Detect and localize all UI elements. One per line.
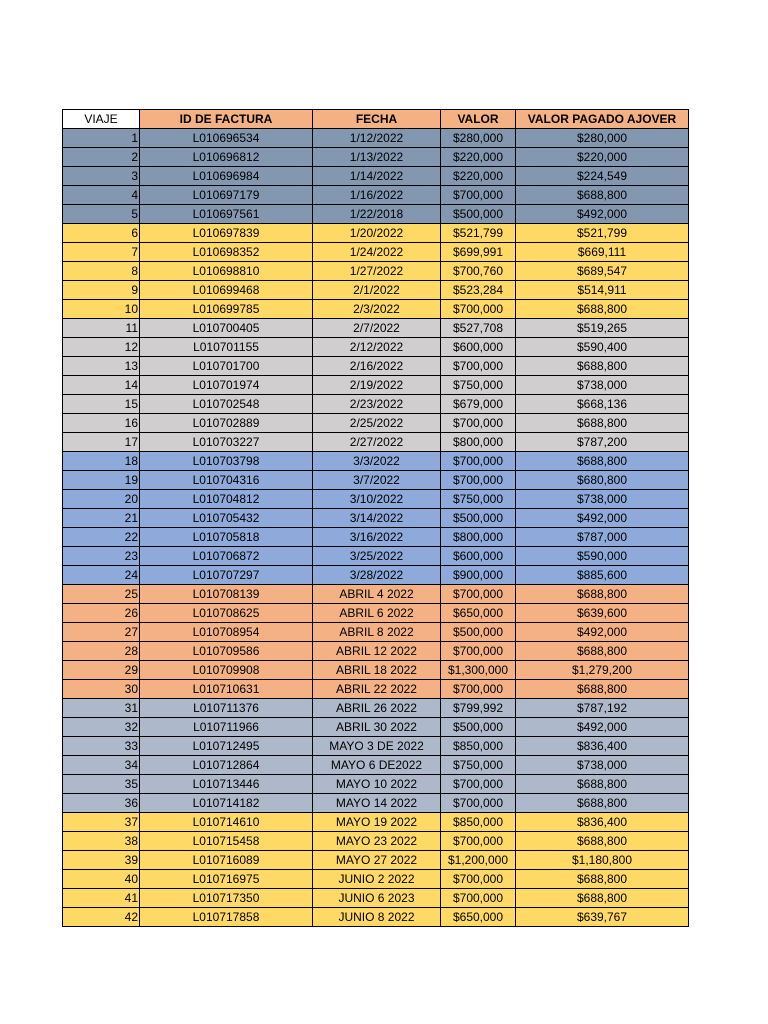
cell-valor-pagado[interactable]: $688,800 bbox=[516, 832, 689, 851]
header-viaje[interactable]: VIAJE bbox=[63, 110, 140, 129]
cell-viaje[interactable]: 9 bbox=[63, 281, 140, 300]
table-row bbox=[63, 186, 689, 205]
cell-valor-pagado[interactable]: $738,000 bbox=[516, 756, 689, 775]
table-row bbox=[63, 661, 689, 680]
cell-id-factura[interactable]: L010709908 bbox=[140, 661, 313, 680]
cell-id-factura[interactable]: L010705432 bbox=[140, 509, 313, 528]
table-row bbox=[63, 870, 689, 889]
cell-fecha[interactable]: JUNIO 2 2022 bbox=[313, 870, 441, 889]
cell-viaje[interactable]: 18 bbox=[63, 452, 140, 471]
cell-valor[interactable]: $523,284 bbox=[441, 281, 516, 300]
cell-fecha[interactable]: MAYO 3 DE 2022 bbox=[313, 737, 441, 756]
cell-viaje[interactable]: 36 bbox=[63, 794, 140, 813]
cell-id-factura[interactable]: L010707297 bbox=[140, 566, 313, 585]
cell-id-factura[interactable]: L010714610 bbox=[140, 813, 313, 832]
cell-viaje[interactable]: 16 bbox=[63, 414, 140, 433]
cell-id-factura[interactable]: L010716975 bbox=[140, 870, 313, 889]
cell-valor[interactable]: $500,000 bbox=[441, 205, 516, 224]
cell-id-factura[interactable]: L010704316 bbox=[140, 471, 313, 490]
header-id-factura[interactable]: ID DE FACTURA bbox=[140, 110, 313, 129]
table-row bbox=[63, 395, 689, 414]
cell-fecha[interactable]: MAYO 14 2022 bbox=[313, 794, 441, 813]
cell-viaje[interactable]: 29 bbox=[63, 661, 140, 680]
cell-fecha[interactable]: 3/14/2022 bbox=[313, 509, 441, 528]
cell-viaje[interactable]: 40 bbox=[63, 870, 140, 889]
table-row bbox=[63, 718, 689, 737]
cell-viaje[interactable]: 15 bbox=[63, 395, 140, 414]
cell-valor[interactable]: $521,799 bbox=[441, 224, 516, 243]
cell-valor[interactable]: $700,000 bbox=[441, 794, 516, 813]
cell-viaje[interactable]: 17 bbox=[63, 433, 140, 452]
cell-fecha[interactable]: 1/13/2022 bbox=[313, 148, 441, 167]
cell-valor[interactable]: $700,000 bbox=[441, 642, 516, 661]
cell-valor-pagado[interactable]: $787,192 bbox=[516, 699, 689, 718]
cell-id-factura[interactable]: L010701974 bbox=[140, 376, 313, 395]
table-row bbox=[63, 167, 689, 186]
cell-valor-pagado[interactable]: $590,000 bbox=[516, 547, 689, 566]
cell-valor[interactable]: $500,000 bbox=[441, 718, 516, 737]
cell-viaje[interactable]: 26 bbox=[63, 604, 140, 623]
cell-viaje[interactable]: 27 bbox=[63, 623, 140, 642]
cell-valor-pagado[interactable]: $668,136 bbox=[516, 395, 689, 414]
cell-valor-pagado[interactable]: $224,549 bbox=[516, 167, 689, 186]
cell-fecha[interactable]: 3/28/2022 bbox=[313, 566, 441, 585]
cell-id-factura[interactable]: L010697839 bbox=[140, 224, 313, 243]
cell-valor-pagado[interactable]: $492,000 bbox=[516, 718, 689, 737]
cell-fecha[interactable]: 1/12/2022 bbox=[313, 129, 441, 148]
table-row bbox=[63, 224, 689, 243]
cell-viaje[interactable]: 7 bbox=[63, 243, 140, 262]
cell-fecha[interactable]: MAYO 23 2022 bbox=[313, 832, 441, 851]
cell-id-factura[interactable]: L010703798 bbox=[140, 452, 313, 471]
table-row bbox=[63, 566, 689, 585]
table-row bbox=[63, 357, 689, 376]
cell-valor-pagado[interactable]: $680,800 bbox=[516, 471, 689, 490]
cell-valor[interactable]: $700,000 bbox=[441, 414, 516, 433]
cell-valor[interactable]: $750,000 bbox=[441, 376, 516, 395]
cell-viaje[interactable]: 3 bbox=[63, 167, 140, 186]
cell-valor[interactable]: $527,708 bbox=[441, 319, 516, 338]
cell-valor[interactable]: $700,000 bbox=[441, 680, 516, 699]
cell-valor-pagado[interactable]: $688,800 bbox=[516, 870, 689, 889]
cell-id-factura[interactable]: L010701155 bbox=[140, 338, 313, 357]
table-row bbox=[63, 243, 689, 262]
cell-valor[interactable]: $700,000 bbox=[441, 300, 516, 319]
header-valor-pagado[interactable]: VALOR PAGADO AJOVER bbox=[516, 110, 689, 129]
cell-valor[interactable]: $600,000 bbox=[441, 338, 516, 357]
cell-valor-pagado[interactable]: $738,000 bbox=[516, 376, 689, 395]
cell-valor[interactable]: $700,000 bbox=[441, 186, 516, 205]
cell-viaje[interactable]: 12 bbox=[63, 338, 140, 357]
cell-fecha[interactable]: ABRIL 12 2022 bbox=[313, 642, 441, 661]
cell-fecha[interactable]: ABRIL 30 2022 bbox=[313, 718, 441, 737]
cell-valor[interactable]: $700,000 bbox=[441, 832, 516, 851]
cell-valor-pagado[interactable]: $787,000 bbox=[516, 528, 689, 547]
cell-valor-pagado[interactable]: $688,800 bbox=[516, 794, 689, 813]
table-row bbox=[63, 338, 689, 357]
cell-valor-pagado[interactable]: $514,911 bbox=[516, 281, 689, 300]
table-row bbox=[63, 205, 689, 224]
cell-valor-pagado[interactable]: $590,400 bbox=[516, 338, 689, 357]
cell-id-factura[interactable]: L010712495 bbox=[140, 737, 313, 756]
cell-valor-pagado[interactable]: $639,600 bbox=[516, 604, 689, 623]
cell-id-factura[interactable]: L010699468 bbox=[140, 281, 313, 300]
table-row bbox=[63, 452, 689, 471]
table-row bbox=[63, 528, 689, 547]
table-row bbox=[63, 889, 689, 908]
cell-fecha[interactable]: 1/24/2022 bbox=[313, 243, 441, 262]
cell-valor[interactable]: $700,000 bbox=[441, 775, 516, 794]
cell-fecha[interactable]: 3/7/2022 bbox=[313, 471, 441, 490]
cell-id-factura[interactable]: L010702889 bbox=[140, 414, 313, 433]
cell-viaje[interactable]: 4 bbox=[63, 186, 140, 205]
table-row bbox=[63, 851, 689, 870]
cell-fecha[interactable]: 1/22/2018 bbox=[313, 205, 441, 224]
cell-fecha[interactable]: 2/3/2022 bbox=[313, 300, 441, 319]
cell-fecha[interactable]: 2/12/2022 bbox=[313, 338, 441, 357]
cell-viaje[interactable]: 2 bbox=[63, 148, 140, 167]
cell-fecha[interactable]: 2/7/2022 bbox=[313, 319, 441, 338]
cell-fecha[interactable]: 3/25/2022 bbox=[313, 547, 441, 566]
cell-viaje[interactable]: 19 bbox=[63, 471, 140, 490]
header-fecha[interactable]: FECHA bbox=[313, 110, 441, 129]
cell-fecha[interactable]: JUNIO 8 2022 bbox=[313, 908, 441, 927]
cell-fecha[interactable]: 3/3/2022 bbox=[313, 452, 441, 471]
cell-valor[interactable]: $700,000 bbox=[441, 889, 516, 908]
cell-valor-pagado[interactable]: $688,800 bbox=[516, 414, 689, 433]
cell-valor[interactable]: $700,000 bbox=[441, 452, 516, 471]
cell-valor[interactable]: $500,000 bbox=[441, 509, 516, 528]
cell-fecha[interactable]: 3/16/2022 bbox=[313, 528, 441, 547]
cell-id-factura[interactable]: L010698810 bbox=[140, 262, 313, 281]
cell-fecha[interactable]: 1/20/2022 bbox=[313, 224, 441, 243]
cell-valor[interactable]: $600,000 bbox=[441, 547, 516, 566]
cell-id-factura[interactable]: L010696812 bbox=[140, 148, 313, 167]
table-row bbox=[63, 832, 689, 851]
table-row bbox=[63, 262, 689, 281]
table-row bbox=[63, 813, 689, 832]
cell-valor[interactable]: $1,200,000 bbox=[441, 851, 516, 870]
cell-viaje[interactable]: 24 bbox=[63, 566, 140, 585]
cell-id-factura[interactable]: L010708625 bbox=[140, 604, 313, 623]
cell-valor-pagado[interactable]: $688,800 bbox=[516, 186, 689, 205]
cell-id-factura[interactable]: L010708139 bbox=[140, 585, 313, 604]
cell-valor[interactable]: $750,000 bbox=[441, 490, 516, 509]
cell-valor[interactable]: $1,300,000 bbox=[441, 661, 516, 680]
cell-valor-pagado[interactable]: $519,265 bbox=[516, 319, 689, 338]
cell-valor-pagado[interactable]: $492,000 bbox=[516, 509, 689, 528]
table-row bbox=[63, 737, 689, 756]
cell-viaje[interactable]: 13 bbox=[63, 357, 140, 376]
cell-fecha[interactable]: MAYO 27 2022 bbox=[313, 851, 441, 870]
cell-fecha[interactable]: MAYO 6 DE2022 bbox=[313, 756, 441, 775]
cell-valor-pagado[interactable]: $688,800 bbox=[516, 357, 689, 376]
cell-fecha[interactable]: 2/27/2022 bbox=[313, 433, 441, 452]
cell-viaje[interactable]: 42 bbox=[63, 908, 140, 927]
cell-valor[interactable]: $280,000 bbox=[441, 129, 516, 148]
cell-id-factura[interactable]: L010705818 bbox=[140, 528, 313, 547]
cell-viaje[interactable]: 23 bbox=[63, 547, 140, 566]
table-row bbox=[63, 642, 689, 661]
cell-valor-pagado[interactable]: $689,547 bbox=[516, 262, 689, 281]
header-row bbox=[63, 110, 689, 129]
cell-viaje[interactable]: 38 bbox=[63, 832, 140, 851]
cell-valor-pagado[interactable]: $688,800 bbox=[516, 585, 689, 604]
cell-id-factura[interactable]: L010714182 bbox=[140, 794, 313, 813]
table-row bbox=[63, 775, 689, 794]
cell-valor-pagado[interactable]: $220,000 bbox=[516, 148, 689, 167]
cell-id-factura[interactable]: L010712864 bbox=[140, 756, 313, 775]
cell-viaje[interactable]: 35 bbox=[63, 775, 140, 794]
cell-viaje[interactable]: 8 bbox=[63, 262, 140, 281]
cell-viaje[interactable]: 34 bbox=[63, 756, 140, 775]
table-row bbox=[63, 281, 689, 300]
cell-fecha[interactable]: 3/10/2022 bbox=[313, 490, 441, 509]
table-row bbox=[63, 490, 689, 509]
cell-valor[interactable]: $679,000 bbox=[441, 395, 516, 414]
cell-id-factura[interactable]: L010711966 bbox=[140, 718, 313, 737]
cell-id-factura[interactable]: L010697179 bbox=[140, 186, 313, 205]
cell-id-factura[interactable]: L010696984 bbox=[140, 167, 313, 186]
cell-fecha[interactable]: MAYO 19 2022 bbox=[313, 813, 441, 832]
cell-fecha[interactable]: 1/27/2022 bbox=[313, 262, 441, 281]
cell-valor[interactable]: $700,000 bbox=[441, 585, 516, 604]
cell-id-factura[interactable]: L010701700 bbox=[140, 357, 313, 376]
cell-id-factura[interactable]: L010708954 bbox=[140, 623, 313, 642]
cell-valor-pagado[interactable]: $688,800 bbox=[516, 889, 689, 908]
cell-viaje[interactable]: 25 bbox=[63, 585, 140, 604]
cell-valor[interactable]: $650,000 bbox=[441, 604, 516, 623]
cell-valor-pagado[interactable]: $492,000 bbox=[516, 205, 689, 224]
cell-id-factura[interactable]: L010709586 bbox=[140, 642, 313, 661]
cell-valor-pagado[interactable]: $688,800 bbox=[516, 642, 689, 661]
cell-valor[interactable]: $700,000 bbox=[441, 471, 516, 490]
cell-id-factura[interactable]: L010697561 bbox=[140, 205, 313, 224]
cell-valor-pagado[interactable]: $836,400 bbox=[516, 813, 689, 832]
cell-fecha[interactable]: ABRIL 8 2022 bbox=[313, 623, 441, 642]
cell-valor-pagado[interactable]: $521,799 bbox=[516, 224, 689, 243]
table-row bbox=[63, 585, 689, 604]
cell-valor[interactable]: $500,000 bbox=[441, 623, 516, 642]
cell-id-factura[interactable]: L010716089 bbox=[140, 851, 313, 870]
cell-valor-pagado[interactable]: $688,800 bbox=[516, 452, 689, 471]
cell-valor[interactable]: $750,000 bbox=[441, 756, 516, 775]
header-valor[interactable]: VALOR bbox=[441, 110, 516, 129]
cell-viaje[interactable]: 20 bbox=[63, 490, 140, 509]
cell-valor-pagado[interactable]: $688,800 bbox=[516, 775, 689, 794]
cell-id-factura[interactable]: L010710631 bbox=[140, 680, 313, 699]
cell-id-factura[interactable]: L010706872 bbox=[140, 547, 313, 566]
cell-valor[interactable]: $850,000 bbox=[441, 813, 516, 832]
table-row bbox=[63, 509, 689, 528]
table-row bbox=[63, 623, 689, 642]
cell-valor[interactable]: $800,000 bbox=[441, 528, 516, 547]
table-row bbox=[63, 300, 689, 319]
cell-id-factura[interactable]: L010713446 bbox=[140, 775, 313, 794]
cell-id-factura[interactable]: L010704812 bbox=[140, 490, 313, 509]
cell-viaje[interactable]: 32 bbox=[63, 718, 140, 737]
cell-valor[interactable]: $700,000 bbox=[441, 870, 516, 889]
cell-valor[interactable]: $799,992 bbox=[441, 699, 516, 718]
table-row bbox=[63, 148, 689, 167]
cell-viaje[interactable]: 6 bbox=[63, 224, 140, 243]
cell-fecha[interactable]: 2/19/2022 bbox=[313, 376, 441, 395]
cell-fecha[interactable]: ABRIL 22 2022 bbox=[313, 680, 441, 699]
cell-valor[interactable]: $850,000 bbox=[441, 737, 516, 756]
cell-id-factura[interactable]: L010715458 bbox=[140, 832, 313, 851]
table-row bbox=[63, 680, 689, 699]
cell-fecha[interactable]: 2/1/2022 bbox=[313, 281, 441, 300]
cell-fecha[interactable]: ABRIL 26 2022 bbox=[313, 699, 441, 718]
cell-viaje[interactable]: 41 bbox=[63, 889, 140, 908]
cell-viaje[interactable]: 5 bbox=[63, 205, 140, 224]
table-row bbox=[63, 908, 689, 927]
cell-viaje[interactable]: 10 bbox=[63, 300, 140, 319]
cell-fecha[interactable]: 2/16/2022 bbox=[313, 357, 441, 376]
cell-viaje[interactable]: 39 bbox=[63, 851, 140, 870]
cell-valor-pagado[interactable]: $492,000 bbox=[516, 623, 689, 642]
cell-valor[interactable]: $650,000 bbox=[441, 908, 516, 927]
cell-valor-pagado[interactable]: $1,279,200 bbox=[516, 661, 689, 680]
cell-fecha[interactable]: MAYO 10 2022 bbox=[313, 775, 441, 794]
cell-valor[interactable]: $700,760 bbox=[441, 262, 516, 281]
cell-id-factura[interactable]: L010696534 bbox=[140, 129, 313, 148]
cell-valor-pagado[interactable]: $280,000 bbox=[516, 129, 689, 148]
cell-valor-pagado[interactable]: $836,400 bbox=[516, 737, 689, 756]
cell-valor-pagado[interactable]: $688,800 bbox=[516, 300, 689, 319]
table-row bbox=[63, 547, 689, 566]
cell-id-factura[interactable]: L010699785 bbox=[140, 300, 313, 319]
cell-id-factura[interactable]: L010711376 bbox=[140, 699, 313, 718]
cell-viaje[interactable]: 21 bbox=[63, 509, 140, 528]
cell-viaje[interactable]: 28 bbox=[63, 642, 140, 661]
cell-viaje[interactable]: 30 bbox=[63, 680, 140, 699]
cell-valor[interactable]: $800,000 bbox=[441, 433, 516, 452]
cell-fecha[interactable]: ABRIL 18 2022 bbox=[313, 661, 441, 680]
cell-fecha[interactable]: 2/25/2022 bbox=[313, 414, 441, 433]
cell-valor[interactable]: $900,000 bbox=[441, 566, 516, 585]
cell-id-factura[interactable]: L010702548 bbox=[140, 395, 313, 414]
cell-id-factura[interactable]: L010703227 bbox=[140, 433, 313, 452]
cell-viaje[interactable]: 22 bbox=[63, 528, 140, 547]
table-row bbox=[63, 471, 689, 490]
cell-id-factura[interactable]: L010698352 bbox=[140, 243, 313, 262]
cell-fecha[interactable]: 1/14/2022 bbox=[313, 167, 441, 186]
cell-id-factura[interactable]: L010700405 bbox=[140, 319, 313, 338]
table-row bbox=[63, 414, 689, 433]
cell-valor-pagado[interactable]: $787,200 bbox=[516, 433, 689, 452]
cell-viaje[interactable]: 37 bbox=[63, 813, 140, 832]
cell-valor-pagado[interactable]: $688,800 bbox=[516, 680, 689, 699]
cell-valor[interactable]: $220,000 bbox=[441, 167, 516, 186]
cell-viaje[interactable]: 33 bbox=[63, 737, 140, 756]
cell-viaje[interactable]: 14 bbox=[63, 376, 140, 395]
table-row bbox=[63, 794, 689, 813]
cell-fecha[interactable]: JUNIO 6 2023 bbox=[313, 889, 441, 908]
cell-valor[interactable]: $220,000 bbox=[441, 148, 516, 167]
cell-id-factura[interactable]: L010717858 bbox=[140, 908, 313, 927]
table-row bbox=[63, 699, 689, 718]
cell-valor[interactable]: $700,000 bbox=[441, 357, 516, 376]
table-row bbox=[63, 376, 689, 395]
table-row bbox=[63, 433, 689, 452]
cell-viaje[interactable]: 1 bbox=[63, 129, 140, 148]
table-row bbox=[63, 319, 689, 338]
invoice-table bbox=[62, 109, 689, 927]
cell-valor-pagado[interactable]: $1,180,800 bbox=[516, 851, 689, 870]
cell-valor-pagado[interactable]: $885,600 bbox=[516, 566, 689, 585]
cell-valor-pagado[interactable]: $738,000 bbox=[516, 490, 689, 509]
table-row bbox=[63, 756, 689, 775]
cell-viaje[interactable]: 31 bbox=[63, 699, 140, 718]
table-row bbox=[63, 604, 689, 623]
table-body bbox=[63, 129, 689, 927]
cell-fecha[interactable]: ABRIL 6 2022 bbox=[313, 604, 441, 623]
cell-fecha[interactable]: 1/16/2022 bbox=[313, 186, 441, 205]
table-row bbox=[63, 129, 689, 148]
cell-valor-pagado[interactable]: $669,111 bbox=[516, 243, 689, 262]
cell-valor[interactable]: $699,991 bbox=[441, 243, 516, 262]
cell-valor-pagado[interactable]: $639,767 bbox=[516, 908, 689, 927]
cell-fecha[interactable]: ABRIL 4 2022 bbox=[313, 585, 441, 604]
cell-id-factura[interactable]: L010717350 bbox=[140, 889, 313, 908]
cell-viaje[interactable]: 11 bbox=[63, 319, 140, 338]
cell-fecha[interactable]: 2/23/2022 bbox=[313, 395, 441, 414]
